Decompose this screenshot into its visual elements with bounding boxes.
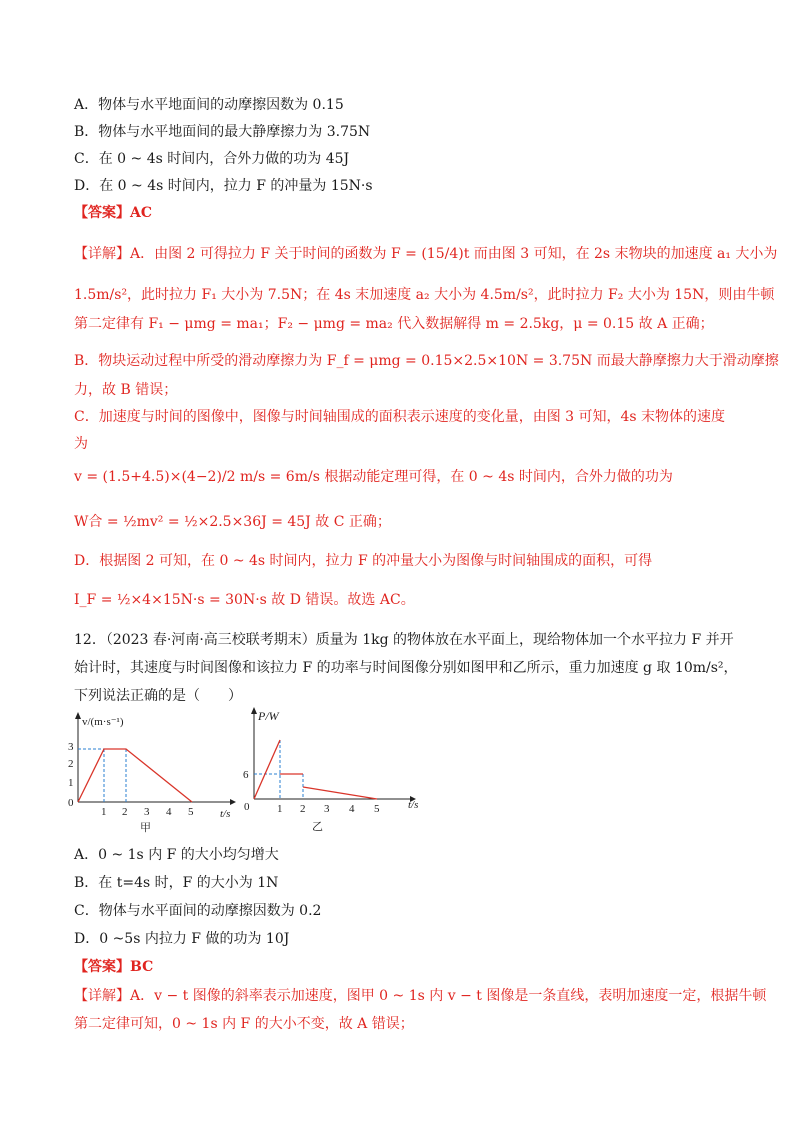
- x-tick-label: 3: [324, 803, 330, 815]
- detail-line: 【详解】A．v − t 图像的斜率表示加速度，图甲 0 ~ 1s 内 v − t 图像是一条直线，表明加速度一定，根据牛顿: [74, 988, 767, 1004]
- x-axis-label: t/s: [220, 808, 231, 820]
- option-c-prev: C．在 0 ~ 4s 时间内，合外力做的功为 45J: [74, 151, 350, 167]
- option-c: C．物体与水平面间的动摩擦因数为 0.2: [74, 903, 322, 919]
- detail-prev-line: W合 = ½mv² = ½×2.5×36J = 45J 故 C 正确；: [74, 514, 391, 530]
- answer-prev: 【答案】AC: [74, 205, 153, 221]
- y-tick-label: 6: [243, 769, 249, 781]
- option-a-prev: A．物体与水平地面间的动摩擦因数为 0.15: [74, 97, 344, 113]
- question-line: 下列说法正确的是（ ）: [74, 688, 242, 704]
- option-b-prev: B．物体与水平地面间的最大静摩擦力为 3.75N: [74, 124, 371, 140]
- y-axis-arrow: [75, 712, 81, 719]
- detail-prev-line: 1.5m/s²，此时拉力 F₁ 大小为 7.5N；在 4s 末加速度 a₂ 大小为 4.5m/s²，此时拉力 F₂ 大小为 15N，则由牛顿: [74, 287, 775, 303]
- origin-label: 0: [68, 797, 74, 809]
- x-tick-label: 3: [144, 806, 150, 818]
- velocity-curve: [78, 749, 192, 802]
- detail-prev-line: 力，故 B 错误；: [74, 382, 178, 398]
- origin-label: 0: [244, 801, 250, 813]
- x-tick-label: 2: [300, 803, 306, 815]
- velocity-time-graph: [60, 705, 240, 835]
- detail-prev-line: 第二定律有 F₁ − μmg = ma₁；F₂ − μmg = ma₂ 代入数据解得 m = 2.5kg，μ = 0.15 故 A 正确；: [74, 316, 714, 332]
- x-tick-label: 4: [349, 803, 355, 815]
- question-line: 12．（2023 春·河南·高三校联考期末）质量为 1kg 的物体放在水平面上，现给物体加一个水平拉力 F 并开: [74, 632, 734, 648]
- x-axis-arrow: [230, 799, 236, 805]
- x-axis-label: t/s: [408, 799, 419, 811]
- x-tick-label: 1: [277, 803, 283, 815]
- question-line: 始计时，其速度与时间图像和该拉力 F 的功率与时间图像分别如图甲和乙所示，重力加速度 g 取 10m/s²，: [74, 660, 738, 676]
- detail-line: 第二定律可知，0 ~ 1s 内 F 的大小不变，故 A 错误；: [74, 1016, 414, 1032]
- y-tick-label: 2: [68, 758, 74, 770]
- x-tick-label: 5: [188, 806, 194, 818]
- x-tick-label: 4: [166, 806, 172, 818]
- power-curve-segment: [303, 787, 377, 799]
- detail-prev-line: v = (1.5+4.5)×(4−2)/2 m/s = 6m/s 根据动能定理可得，在 0 ~ 4s 时间内，合外力做的功为: [74, 469, 673, 485]
- option-a: A．0 ~ 1s 内 F 的大小均匀增大: [74, 847, 279, 863]
- y-axis-label: P/W: [258, 709, 279, 723]
- detail-prev-line: 为: [74, 436, 88, 452]
- detail-prev-line: D．根据图 2 可知，在 0 ~ 4s 时间内，拉力 F 的冲量大小为图像与时间轴围成的面积，可得: [74, 553, 653, 569]
- detail-prev-line: 【详解】A．由图 2 可得拉力 F 关于时间的函数为 F = (15/4)t 而由图 3 可知，在 2s 末物块的加速度 a₁ 大小为: [74, 246, 778, 262]
- detail-prev-line: B．物块运动过程中所受的滑动摩擦力为 F_f = μmg = 0.15×2.5×10N = 3.75N 而最大静摩擦力大于滑动摩擦: [74, 353, 779, 369]
- graph-caption: 甲: [140, 822, 151, 834]
- graph-caption: 乙: [312, 821, 323, 833]
- y-axis-arrow: [251, 707, 257, 714]
- x-tick-label: 1: [101, 806, 107, 818]
- x-tick-label: 5: [374, 803, 380, 815]
- detail-prev-line: I_F = ½×4×15N·s = 30N·s 故 D 错误。故选 AC。: [74, 592, 415, 608]
- answer: 【答案】BC: [74, 959, 154, 975]
- option-d-prev: D．在 0 ~ 4s 时间内，拉力 F 的冲量为 15N·s: [74, 178, 373, 194]
- x-tick-label: 2: [122, 806, 128, 818]
- y-tick-label: 3: [68, 741, 74, 753]
- y-axis-label: v/(m·s⁻¹): [82, 716, 124, 728]
- power-time-graph: [240, 700, 430, 835]
- detail-prev-line: C．加速度与时间的图像中，图像与时间轴围成的面积表示速度的变化量，由图 3 可知，4s 末物体的速度: [74, 409, 726, 425]
- option-d: D．0 ~5s 内拉力 F 做的功为 10J: [74, 931, 290, 947]
- y-tick-label: 1: [68, 777, 74, 789]
- option-b: B．在 t=4s 时，F 的大小为 1N: [74, 875, 279, 891]
- power-curve-segment: [254, 740, 280, 799]
